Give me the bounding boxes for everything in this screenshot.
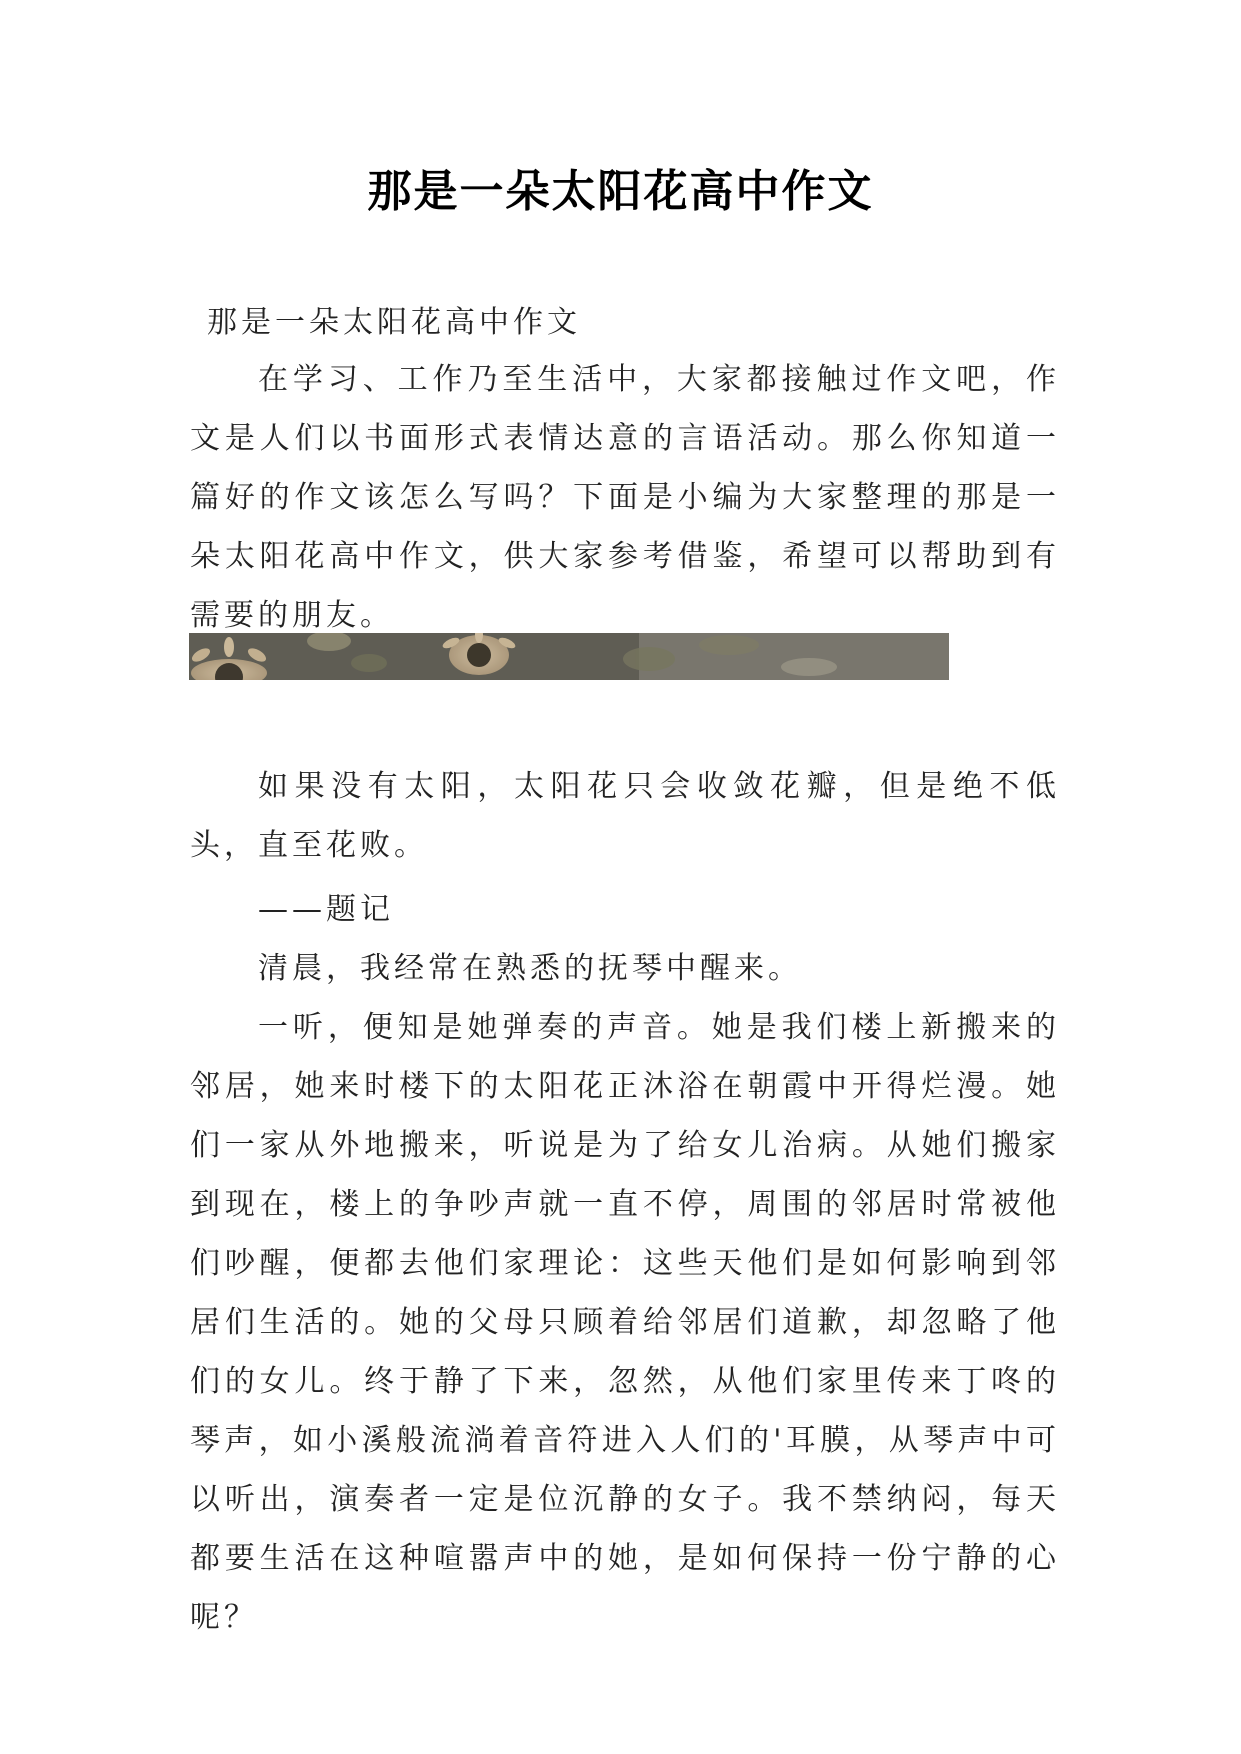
document-subtitle: 那是一朵太阳花高中作文 — [207, 305, 581, 340]
epigraph-note: ——题记 — [258, 892, 394, 927]
intro-paragraph: 在学习、工作乃至生活中，大家都接触过作文吧，作文是人们以书面形式表情达意的言语活动。那么你知道一篇好的作文该怎么写吗？下面是小编为大家整理的那是一朵太阳花高中作文，供大家参考借鉴，希望可以帮助到有需要的朋友。 — [190, 362, 1060, 633]
page-title: 那是一朵太阳花高中作文 — [367, 166, 874, 217]
body-paragraph-2: 一听，便知是她弹奏的声音。她是我们楼上新搬来的邻居，她来时楼下的太阳花正沐浴在朝霞中开得烂漫。她们一家从外地搬来，听说是为了给女儿治病。从她们搬家到现在，楼上的争吵声就一直不停，周围的邻居时常被他们吵醒，便都去他们家理论：这些天他们是如何影响到邻居们生活的。她的父母只顾着给邻居们道歉，却忽略了他们的女儿。终于静了下来，忽然，从他们家里传来丁咚的琴声，如小溪般流淌着音符进入人们的'耳膜，从琴声中可以听出，演奏者一定是位沉静的女子。我不禁纳闷，每天都要生活在这种喧嚣声中的她，是如何保持一份宁静的心呢？ — [190, 1010, 1060, 1635]
epigraph-paragraph: 如果没有太阳，太阳花只会收敛花瓣，但是绝不低头，直至花败。 — [190, 769, 1060, 863]
sunflower-banner-image — [189, 633, 949, 680]
body-paragraph-1: 清晨，我经常在熟悉的抚琴中醒来。 — [258, 951, 802, 986]
sunflower-icon — [189, 633, 949, 680]
